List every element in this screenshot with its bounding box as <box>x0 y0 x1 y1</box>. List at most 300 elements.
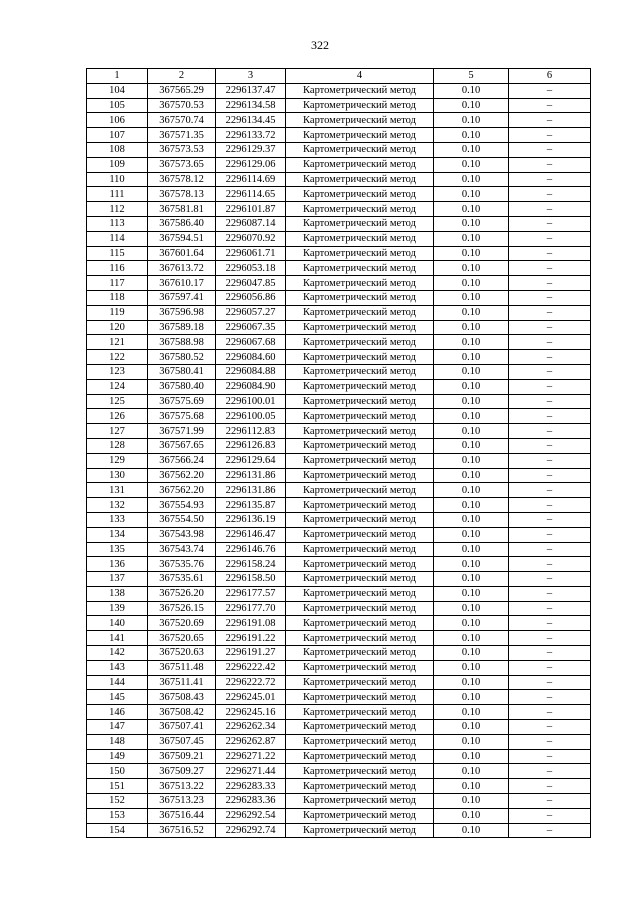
y-coordinate-cell: 2296084.90 <box>216 379 286 394</box>
method-cell: Картометрический метод <box>286 779 434 794</box>
method-cell: Картометрический метод <box>286 216 434 231</box>
table-row <box>87 660 591 675</box>
point-number-cell: 120 <box>87 320 148 335</box>
accuracy-cell: 0.10 <box>434 261 509 276</box>
x-coordinate-cell: 367580.40 <box>148 379 216 394</box>
point-number-cell: 148 <box>87 734 148 749</box>
note-cell: – <box>509 231 591 246</box>
table-row <box>87 631 591 646</box>
table-row <box>87 586 591 601</box>
method-cell: Картометрический метод <box>286 364 434 379</box>
accuracy-cell: 0.10 <box>434 646 509 661</box>
y-coordinate-cell: 2296070.92 <box>216 231 286 246</box>
accuracy-cell: 0.10 <box>434 231 509 246</box>
x-coordinate-cell: 367596.98 <box>148 305 216 320</box>
point-number-cell: 133 <box>87 512 148 527</box>
point-number-cell: 121 <box>87 335 148 350</box>
note-cell: – <box>509 350 591 365</box>
x-coordinate-cell: 367571.99 <box>148 424 216 439</box>
method-cell: Картометрический метод <box>286 616 434 631</box>
accuracy-cell: 0.10 <box>434 364 509 379</box>
point-number-cell: 145 <box>87 690 148 705</box>
table-row <box>87 394 591 409</box>
point-number-cell: 114 <box>87 231 148 246</box>
table-row <box>87 705 591 720</box>
x-coordinate-cell: 367570.74 <box>148 113 216 128</box>
x-coordinate-cell: 367575.68 <box>148 409 216 424</box>
accuracy-cell: 0.10 <box>434 527 509 542</box>
method-cell: Картометрический метод <box>286 808 434 823</box>
accuracy-cell: 0.10 <box>434 128 509 143</box>
x-coordinate-cell: 367580.52 <box>148 350 216 365</box>
method-cell: Картометрический метод <box>286 142 434 157</box>
accuracy-cell: 0.10 <box>434 542 509 557</box>
method-cell: Картометрический метод <box>286 424 434 439</box>
x-coordinate-cell: 367513.23 <box>148 794 216 809</box>
table-row <box>87 734 591 749</box>
header-cell-1: 1 <box>87 69 148 84</box>
accuracy-cell: 0.10 <box>434 113 509 128</box>
accuracy-cell: 0.10 <box>434 601 509 616</box>
method-cell: Картометрический метод <box>286 172 434 187</box>
x-coordinate-cell: 367578.12 <box>148 172 216 187</box>
table-row <box>87 690 591 705</box>
note-cell: – <box>509 601 591 616</box>
note-cell: – <box>509 675 591 690</box>
accuracy-cell: 0.10 <box>434 557 509 572</box>
note-cell: – <box>509 83 591 98</box>
table-row <box>87 142 591 157</box>
x-coordinate-cell: 367543.74 <box>148 542 216 557</box>
note-cell: – <box>509 113 591 128</box>
point-number-cell: 119 <box>87 305 148 320</box>
accuracy-cell: 0.10 <box>434 616 509 631</box>
point-number-cell: 107 <box>87 128 148 143</box>
table-row <box>87 246 591 261</box>
x-coordinate-cell: 367509.21 <box>148 749 216 764</box>
point-number-cell: 106 <box>87 113 148 128</box>
note-cell: – <box>509 705 591 720</box>
point-number-cell: 113 <box>87 216 148 231</box>
method-cell: Картометрический метод <box>286 512 434 527</box>
point-number-cell: 110 <box>87 172 148 187</box>
note-cell: – <box>509 557 591 572</box>
method-cell: Картометрический метод <box>286 601 434 616</box>
point-number-cell: 118 <box>87 290 148 305</box>
x-coordinate-cell: 367580.41 <box>148 364 216 379</box>
method-cell: Картометрический метод <box>286 335 434 350</box>
point-number-cell: 124 <box>87 379 148 394</box>
method-cell: Картометрический метод <box>286 498 434 513</box>
accuracy-cell: 0.10 <box>434 705 509 720</box>
x-coordinate-cell: 367526.20 <box>148 586 216 601</box>
note-cell: – <box>509 646 591 661</box>
x-coordinate-cell: 367571.35 <box>148 128 216 143</box>
point-number-cell: 108 <box>87 142 148 157</box>
note-cell: – <box>509 142 591 157</box>
table-row <box>87 172 591 187</box>
y-coordinate-cell: 2296283.36 <box>216 794 286 809</box>
accuracy-cell: 0.10 <box>434 823 509 838</box>
table-row <box>87 557 591 572</box>
point-number-cell: 146 <box>87 705 148 720</box>
point-number-cell: 138 <box>87 586 148 601</box>
x-coordinate-cell: 367562.20 <box>148 468 216 483</box>
note-cell: – <box>509 261 591 276</box>
y-coordinate-cell: 2296191.08 <box>216 616 286 631</box>
y-coordinate-cell: 2296135.87 <box>216 498 286 513</box>
accuracy-cell: 0.10 <box>434 468 509 483</box>
method-cell: Картометрический метод <box>286 572 434 587</box>
x-coordinate-cell: 367562.20 <box>148 483 216 498</box>
method-cell: Картометрический метод <box>286 261 434 276</box>
note-cell: – <box>509 794 591 809</box>
accuracy-cell: 0.10 <box>434 424 509 439</box>
point-number-cell: 109 <box>87 157 148 172</box>
accuracy-cell: 0.10 <box>434 350 509 365</box>
y-coordinate-cell: 2296292.74 <box>216 823 286 838</box>
x-coordinate-cell: 367509.27 <box>148 764 216 779</box>
accuracy-cell: 0.10 <box>434 586 509 601</box>
y-coordinate-cell: 2296100.01 <box>216 394 286 409</box>
accuracy-cell: 0.10 <box>434 572 509 587</box>
method-cell: Картометрический метод <box>286 527 434 542</box>
point-number-cell: 116 <box>87 261 148 276</box>
point-number-cell: 134 <box>87 527 148 542</box>
accuracy-cell: 0.10 <box>434 335 509 350</box>
method-cell: Картометрический метод <box>286 794 434 809</box>
accuracy-cell: 0.10 <box>434 794 509 809</box>
table-row <box>87 157 591 172</box>
table-header-row <box>87 69 591 84</box>
accuracy-cell: 0.10 <box>434 305 509 320</box>
header-cell-4: 4 <box>286 69 434 84</box>
y-coordinate-cell: 2296084.60 <box>216 350 286 365</box>
x-coordinate-cell: 367513.22 <box>148 779 216 794</box>
method-cell: Картометрический метод <box>286 187 434 202</box>
note-cell: – <box>509 305 591 320</box>
accuracy-cell: 0.10 <box>434 453 509 468</box>
note-cell: – <box>509 690 591 705</box>
accuracy-cell: 0.10 <box>434 690 509 705</box>
note-cell: – <box>509 290 591 305</box>
x-coordinate-cell: 367516.44 <box>148 808 216 823</box>
method-cell: Картометрический метод <box>286 157 434 172</box>
method-cell: Картометрический метод <box>286 631 434 646</box>
x-coordinate-cell: 367511.48 <box>148 660 216 675</box>
method-cell: Картометрический метод <box>286 749 434 764</box>
point-number-cell: 142 <box>87 646 148 661</box>
x-coordinate-cell: 367520.69 <box>148 616 216 631</box>
point-number-cell: 135 <box>87 542 148 557</box>
note-cell: – <box>509 779 591 794</box>
x-coordinate-cell: 367573.65 <box>148 157 216 172</box>
y-coordinate-cell: 2296114.69 <box>216 172 286 187</box>
note-cell: – <box>509 720 591 735</box>
y-coordinate-cell: 2296067.68 <box>216 335 286 350</box>
table-row <box>87 216 591 231</box>
table-row <box>87 616 591 631</box>
x-coordinate-cell: 367508.43 <box>148 690 216 705</box>
x-coordinate-cell: 367588.98 <box>148 335 216 350</box>
method-cell: Картометрический метод <box>286 305 434 320</box>
x-coordinate-cell: 367601.64 <box>148 246 216 261</box>
table-row <box>87 779 591 794</box>
method-cell: Картометрический метод <box>286 690 434 705</box>
y-coordinate-cell: 2296114.65 <box>216 187 286 202</box>
table-row <box>87 320 591 335</box>
point-number-cell: 149 <box>87 749 148 764</box>
y-coordinate-cell: 2296191.27 <box>216 646 286 661</box>
x-coordinate-cell: 367567.65 <box>148 438 216 453</box>
x-coordinate-cell: 367535.61 <box>148 572 216 587</box>
note-cell: – <box>509 512 591 527</box>
accuracy-cell: 0.10 <box>434 779 509 794</box>
table-row <box>87 601 591 616</box>
table-row <box>87 468 591 483</box>
table-row <box>87 808 591 823</box>
note-cell: – <box>509 98 591 113</box>
x-coordinate-cell: 367526.15 <box>148 601 216 616</box>
point-number-cell: 117 <box>87 276 148 291</box>
table-row <box>87 305 591 320</box>
method-cell: Картометрический метод <box>286 675 434 690</box>
accuracy-cell: 0.10 <box>434 276 509 291</box>
note-cell: – <box>509 808 591 823</box>
note-cell: – <box>509 394 591 409</box>
accuracy-cell: 0.10 <box>434 749 509 764</box>
note-cell: – <box>509 660 591 675</box>
accuracy-cell: 0.10 <box>434 98 509 113</box>
method-cell: Картометрический метод <box>286 646 434 661</box>
note-cell: – <box>509 542 591 557</box>
y-coordinate-cell: 2296262.87 <box>216 734 286 749</box>
page-number: 322 <box>311 38 329 52</box>
method-cell: Картометрический метод <box>286 202 434 217</box>
accuracy-cell: 0.10 <box>434 142 509 157</box>
x-coordinate-cell: 367610.17 <box>148 276 216 291</box>
y-coordinate-cell: 2296146.47 <box>216 527 286 542</box>
point-number-cell: 128 <box>87 438 148 453</box>
point-number-cell: 137 <box>87 572 148 587</box>
x-coordinate-cell: 367578.13 <box>148 187 216 202</box>
table-row <box>87 128 591 143</box>
x-coordinate-cell: 367586.40 <box>148 216 216 231</box>
table-row <box>87 202 591 217</box>
y-coordinate-cell: 2296222.42 <box>216 660 286 675</box>
table-row <box>87 483 591 498</box>
y-coordinate-cell: 2296177.57 <box>216 586 286 601</box>
accuracy-cell: 0.10 <box>434 808 509 823</box>
note-cell: – <box>509 498 591 513</box>
method-cell: Картометрический метод <box>286 320 434 335</box>
accuracy-cell: 0.10 <box>434 483 509 498</box>
point-number-cell: 104 <box>87 83 148 98</box>
point-number-cell: 131 <box>87 483 148 498</box>
point-number-cell: 153 <box>87 808 148 823</box>
y-coordinate-cell: 2296061.71 <box>216 246 286 261</box>
method-cell: Картометрический метод <box>286 350 434 365</box>
note-cell: – <box>509 187 591 202</box>
note-cell: – <box>509 320 591 335</box>
y-coordinate-cell: 2296053.18 <box>216 261 286 276</box>
y-coordinate-cell: 2296084.88 <box>216 364 286 379</box>
y-coordinate-cell: 2296158.24 <box>216 557 286 572</box>
x-coordinate-cell: 367535.76 <box>148 557 216 572</box>
accuracy-cell: 0.10 <box>434 660 509 675</box>
point-number-cell: 126 <box>87 409 148 424</box>
method-cell: Картометрический метод <box>286 823 434 838</box>
x-coordinate-cell: 367511.41 <box>148 675 216 690</box>
table-row <box>87 290 591 305</box>
x-coordinate-cell: 367575.69 <box>148 394 216 409</box>
note-cell: – <box>509 586 591 601</box>
method-cell: Картометрический метод <box>286 98 434 113</box>
x-coordinate-cell: 367589.18 <box>148 320 216 335</box>
point-number-cell: 140 <box>87 616 148 631</box>
x-coordinate-cell: 367554.50 <box>148 512 216 527</box>
y-coordinate-cell: 2296245.01 <box>216 690 286 705</box>
note-cell: – <box>509 216 591 231</box>
point-number-cell: 132 <box>87 498 148 513</box>
point-number-cell: 112 <box>87 202 148 217</box>
point-number-cell: 136 <box>87 557 148 572</box>
note-cell: – <box>509 453 591 468</box>
method-cell: Картометрический метод <box>286 764 434 779</box>
header-cell-2: 2 <box>148 69 216 84</box>
accuracy-cell: 0.10 <box>434 83 509 98</box>
accuracy-cell: 0.10 <box>434 764 509 779</box>
method-cell: Картометрический метод <box>286 557 434 572</box>
point-number-cell: 141 <box>87 631 148 646</box>
note-cell: – <box>509 631 591 646</box>
point-number-cell: 123 <box>87 364 148 379</box>
y-coordinate-cell: 2296067.35 <box>216 320 286 335</box>
table-row <box>87 453 591 468</box>
y-coordinate-cell: 2296191.22 <box>216 631 286 646</box>
x-coordinate-cell: 367566.24 <box>148 453 216 468</box>
method-cell: Картометрический метод <box>286 246 434 261</box>
y-coordinate-cell: 2296292.54 <box>216 808 286 823</box>
method-cell: Картометрический метод <box>286 468 434 483</box>
x-coordinate-cell: 367508.42 <box>148 705 216 720</box>
method-cell: Картометрический метод <box>286 394 434 409</box>
y-coordinate-cell: 2296056.86 <box>216 290 286 305</box>
method-cell: Картометрический метод <box>286 705 434 720</box>
note-cell: – <box>509 483 591 498</box>
table-row <box>87 720 591 735</box>
table-row <box>87 187 591 202</box>
point-number-cell: 150 <box>87 764 148 779</box>
x-coordinate-cell: 367520.65 <box>148 631 216 646</box>
note-cell: – <box>509 335 591 350</box>
x-coordinate-cell: 367507.45 <box>148 734 216 749</box>
accuracy-cell: 0.10 <box>434 320 509 335</box>
method-cell: Картометрический метод <box>286 734 434 749</box>
point-number-cell: 129 <box>87 453 148 468</box>
table-row <box>87 276 591 291</box>
note-cell: – <box>509 128 591 143</box>
table-row <box>87 675 591 690</box>
point-number-cell: 130 <box>87 468 148 483</box>
x-coordinate-cell: 367554.93 <box>148 498 216 513</box>
accuracy-cell: 0.10 <box>434 187 509 202</box>
table-row <box>87 542 591 557</box>
y-coordinate-cell: 2296057.27 <box>216 305 286 320</box>
accuracy-cell: 0.10 <box>434 394 509 409</box>
method-cell: Картометрический метод <box>286 720 434 735</box>
table-row <box>87 527 591 542</box>
x-coordinate-cell: 367520.63 <box>148 646 216 661</box>
y-coordinate-cell: 2296262.34 <box>216 720 286 735</box>
header-cell-6: 6 <box>509 69 591 84</box>
note-cell: – <box>509 616 591 631</box>
accuracy-cell: 0.10 <box>434 290 509 305</box>
x-coordinate-cell: 367594.51 <box>148 231 216 246</box>
table-row <box>87 764 591 779</box>
table-row <box>87 749 591 764</box>
y-coordinate-cell: 2296283.33 <box>216 779 286 794</box>
note-cell: – <box>509 823 591 838</box>
method-cell: Картометрический метод <box>286 409 434 424</box>
point-number-cell: 152 <box>87 794 148 809</box>
y-coordinate-cell: 2296177.70 <box>216 601 286 616</box>
table-row <box>87 98 591 113</box>
accuracy-cell: 0.10 <box>434 720 509 735</box>
table-row <box>87 261 591 276</box>
accuracy-cell: 0.10 <box>434 498 509 513</box>
accuracy-cell: 0.10 <box>434 157 509 172</box>
note-cell: – <box>509 202 591 217</box>
y-coordinate-cell: 2296222.72 <box>216 675 286 690</box>
point-number-cell: 143 <box>87 660 148 675</box>
y-coordinate-cell: 2296271.22 <box>216 749 286 764</box>
method-cell: Картометрический метод <box>286 83 434 98</box>
note-cell: – <box>509 572 591 587</box>
y-coordinate-cell: 2296100.05 <box>216 409 286 424</box>
method-cell: Картометрический метод <box>286 231 434 246</box>
table-row <box>87 498 591 513</box>
point-number-cell: 111 <box>87 187 148 202</box>
point-number-cell: 139 <box>87 601 148 616</box>
method-cell: Картометрический метод <box>286 660 434 675</box>
table-row <box>87 823 591 838</box>
table-body <box>87 83 591 838</box>
y-coordinate-cell: 2296129.37 <box>216 142 286 157</box>
x-coordinate-cell: 367565.29 <box>148 83 216 98</box>
accuracy-cell: 0.10 <box>434 512 509 527</box>
y-coordinate-cell: 2296245.16 <box>216 705 286 720</box>
note-cell: – <box>509 424 591 439</box>
note-cell: – <box>509 246 591 261</box>
x-coordinate-cell: 367581.81 <box>148 202 216 217</box>
table-row <box>87 335 591 350</box>
accuracy-cell: 0.10 <box>434 379 509 394</box>
x-coordinate-cell: 367597.41 <box>148 290 216 305</box>
x-coordinate-cell: 367507.41 <box>148 720 216 735</box>
note-cell: – <box>509 409 591 424</box>
y-coordinate-cell: 2296129.64 <box>216 453 286 468</box>
y-coordinate-cell: 2296131.86 <box>216 483 286 498</box>
y-coordinate-cell: 2296134.58 <box>216 98 286 113</box>
accuracy-cell: 0.10 <box>434 409 509 424</box>
y-coordinate-cell: 2296137.47 <box>216 83 286 98</box>
table-row <box>87 646 591 661</box>
table-row <box>87 350 591 365</box>
y-coordinate-cell: 2296133.72 <box>216 128 286 143</box>
method-cell: Картометрический метод <box>286 542 434 557</box>
point-number-cell: 122 <box>87 350 148 365</box>
